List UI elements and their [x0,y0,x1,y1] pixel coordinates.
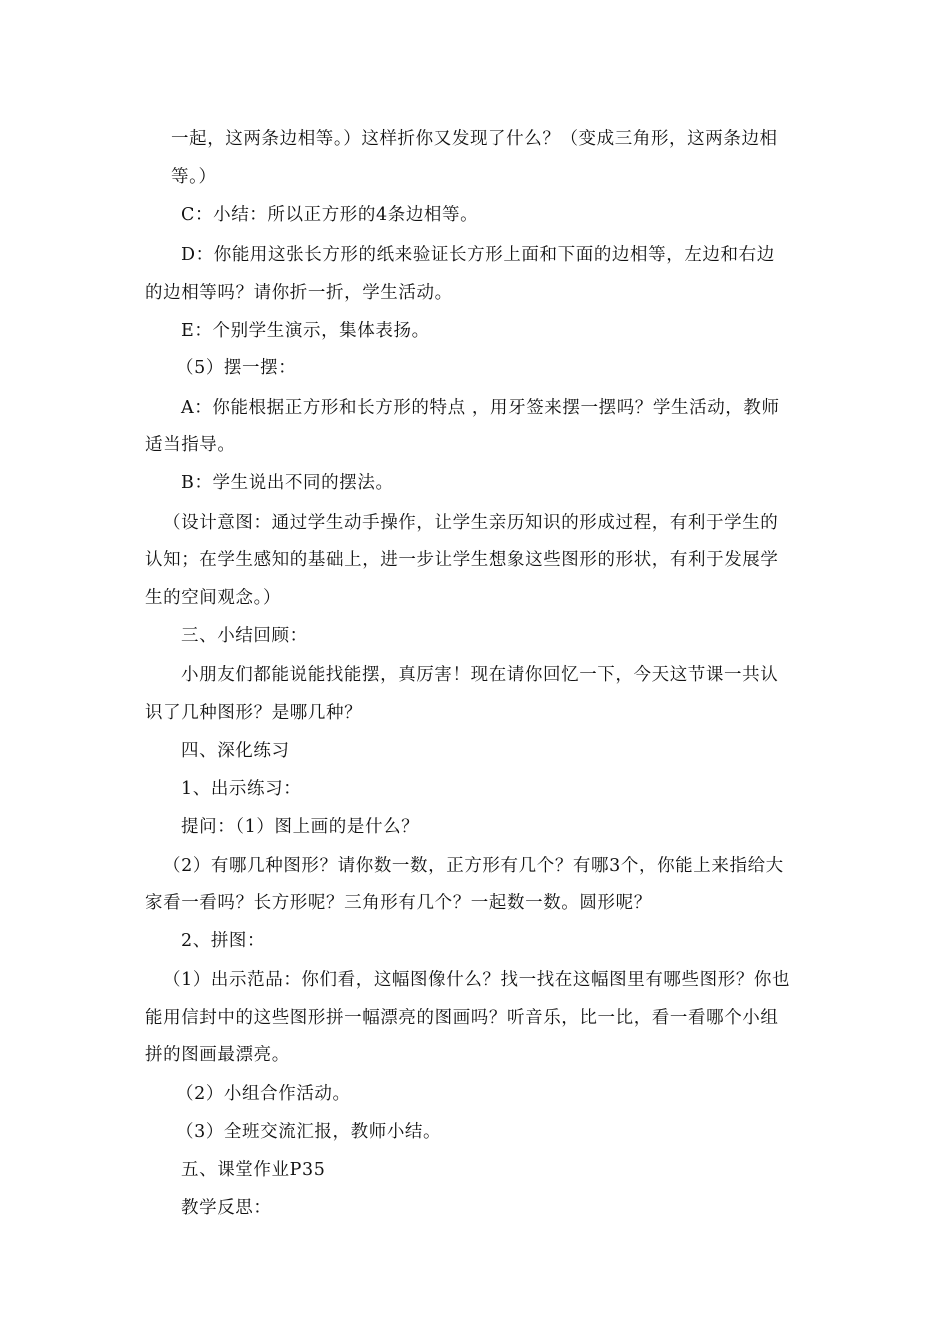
text-line: 五、课堂作业P35 [181,1160,326,1180]
text-line: （2）小组合作活动。 [176,1084,351,1104]
text-line: （3）全班交流汇报，教师小结。 [176,1122,442,1142]
text-line: 1、出示练习： [181,779,302,799]
text-line: 教学反思： [181,1198,272,1218]
text-line: 的边相等吗？请你折一折，学生活动。 [145,283,453,303]
text-line: 能用信封中的这些图形拼一幅漂亮的图画吗？听音乐，比一比，看一看哪个小组 [145,1008,779,1028]
text-line: 识了几种图形？是哪几种？ [145,703,363,723]
text-line: E：个别学生演示，集体表扬。 [181,321,430,341]
text-line: 拼的图画最漂亮。 [145,1045,290,1065]
text-line: 生的空间观念。） [145,588,282,608]
text-line: 等。） [171,167,217,187]
text-line: A：你能根据正方形和长方形的特点 ，用牙签来摆一摆吗？学生活动，教师 [181,398,780,418]
text-line: （2）有哪几种图形？请你数一数，正方形有几个？有哪3个，你能上来指给大 [163,856,784,876]
text-line: 2、拼图： [181,931,266,951]
text-line: （1）出示范品：你们看，这幅图像什么？找一找在这幅图里有哪些图形？你也 [163,970,791,990]
text-line: （5）摆一摆： [176,358,297,378]
text-line: D：你能用这张长方形的纸来验证长方形上面和下面的边相等，左边和右边 [181,245,775,265]
text-line: 家看一看吗？长方形呢？三角形有几个？一起数一数。圆形呢？ [145,893,652,913]
text-line: C：小结：所以正方形的4条边相等。 [181,205,479,225]
text-line: 适当指导。 [145,435,236,455]
text-line: 三、小结回顾： [181,626,308,646]
text-line: （设计意图：通过学生动手操作，让学生亲历知识的形成过程，有利于学生的 [163,513,779,533]
text-line: 认知；在学生感知的基础上，进一步让学生想象这些图形的形状，有利于发展学 [145,550,779,570]
text-line: 一起，这两条边相等。）这样折你又发现了什么？（变成三角形，这两条边相 [171,129,778,149]
text-line: 小朋友们都能说能找能摆，真厉害！现在请你回忆一下，今天这节课一共认 [181,665,779,685]
text-line: B：学生说出不同的摆法。 [181,473,394,493]
text-line: 四、深化练习 [181,741,290,761]
text-line: 提问：（1）图上画的是什么？ [181,817,420,837]
